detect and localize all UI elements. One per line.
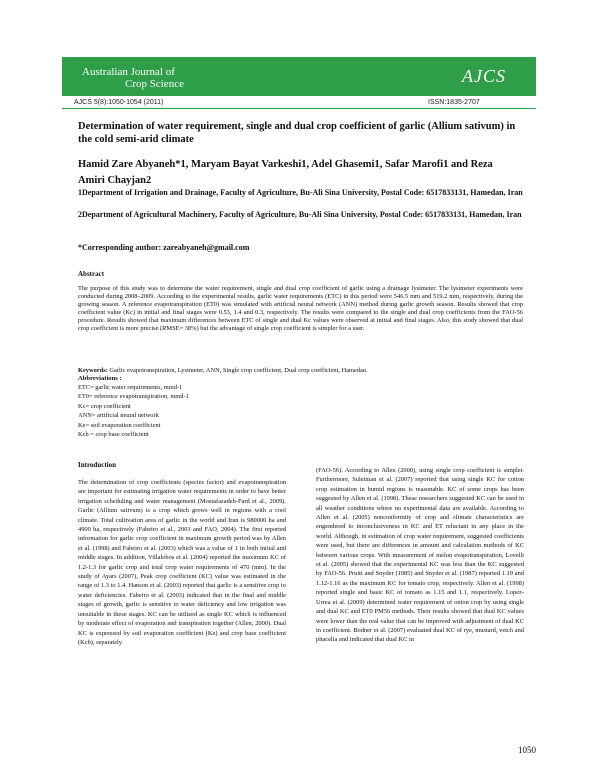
abstract-text: The purpose of this study was to determine the water requirement, single and dual crop coefficient of garlic using a drainage lysimeter. The lysimeter experiments were conducted during 2008–2009. According to the experimental results, garlic water requirements (ETC) in this period were 546.5 mm and 519.2 mm, respectively, during the growing season. A reference evapotranspiration (ET0) was simulated with artificial neural network (ANN) method during garlic growth season. Results showed that crop coefficient value (Kc) in initial and final stages were 0.53, 1.4 and 0.3, respectively. The results were compared to the single and dual crop coefficients from the FAO-56 procedure. Results showed that maximum differences between ETC of single and dual Kc values were observed at initial and final stages. Also, this study showed that dual crop coefficient is more precise (RMSE= 38%) but the advantage of single crop coefficient is simpler for a user. xyxy=(78,285,523,333)
article-authors: Hamid Zare Abyaneh*1, Maryam Bayat Varkeshi1, Adel Ghasemi1, Safar Marofi1 and Reza Amiri Chayjan2 xyxy=(78,159,493,186)
abbreviation-item: Kc= crop coefficient xyxy=(78,402,131,410)
abbreviation-item: ET0= reference evapotranspiration, mmd-1 xyxy=(78,393,189,401)
corresponding-author: *Corresponding author: zareabyaneh@gmail.com xyxy=(78,243,250,252)
header-rule xyxy=(62,108,536,109)
keywords xyxy=(78,367,523,375)
journal-name-line2: Crop Science xyxy=(125,78,184,90)
abbreviation-item: ANN= artificial neural network xyxy=(78,412,159,420)
page-number: 1050 xyxy=(518,745,536,755)
abbreviation-item: Ke= soil evaporation coefficient xyxy=(78,421,161,429)
journal-logo: AJCS xyxy=(462,66,506,86)
abbreviations-list xyxy=(78,383,189,439)
affiliation-2: 2Department of Agricultural Machinery, Faculty of Agriculture, Bu-Ali Sina University, Postal Code: 6517833131, Hamedan, Iran xyxy=(78,210,522,219)
article-title: Determination of water requirement, single and dual crop coefficient of garlic (Allium sativum) in the cold semi-arid climate xyxy=(78,121,516,145)
issn: ISSN:1835-2707 xyxy=(428,99,480,106)
abstract-heading: Abstract xyxy=(78,270,105,278)
keywords-text: Garlic evapotranspiration, Lysimeter, ANN, Single crop coefficient, Dual crop coefficient, Hamedan. xyxy=(107,367,368,374)
introduction-heading: Introduction xyxy=(78,461,116,469)
abbreviations-heading: Abbreviations : xyxy=(78,375,122,382)
affiliation-1: 1Department of Irrigation and Drainage, Faculty of Agriculture, Bu-Ali Sina University, Postal Code: 6517833131, Hamedan, Iran xyxy=(78,188,523,197)
introduction-column-2: (FAO-56). According to Allen (2000), using single crop coefficient is simpler. Furthermore, Suleiman et al. (2007) reported that using single KC for cotton crop estimation in humid regions is reasonable. KC of some crops has been suggested by Allen et al. (1998). These researchers suggested KC can be used in all weather conditions where no experimental data are available. According to Allen et al. (2005) nonconformity of crop and climate characteristics are engendered to inconclusiveness in KC and ET reluctant in any place in the world. Although, in estimation of crop water requirement, suggested coefficients were used, but there are differences in amount and calculation methods of KC between various crops. With measurement of melon evapotranspiration, Lovelli et al. (2005) showed that the experimental KC was less than the KC suggested by FAO-56. Pruitt and Snyder (1985) and Snyder et al. (1987) reported 1.19 and 1.12-1.16 as the maximum KC for tomato crop, respectively. Allen et al. (1998) reported single and basic KC of tomato as 1.15 and 1.1, respectively. Lopez-Urrea et al. (2009) determined water requirement of onion crop by using single and dual KC and ET0 PM56 methods. Their results showed that dual KC values were lower than the real value that can be improved with adjustment of dual KC in coefficient. Bodner et al. (2007) evaluated dual KC of rye, mustard, vetch and phacelia and indicated that dual KC in xyxy=(316,467,524,644)
journal-name-line1: Australian Journal of xyxy=(82,66,175,78)
journal-banner xyxy=(62,57,536,96)
abbreviation-item: ETC= garlic water requirements, mmd-1 xyxy=(78,384,183,391)
introduction-column-1: The determination of crop coefficients (species factor) and evapotranspiration are important for estimating irrigation water requirements in order to have better irrigation scheduling and water management (Mostafazadeh-Fard et al., 2009). Garlic (Allium sativum) is a crop which grows well in regions with a cool climate. Total cultivation area of garlic in the world and Iran is 980000 ha and 4900 ha, respectively (Fabeiro et al., 2003 and FAO, 2004). The first reported information for garlic crop coefficient in maximum growth period was by Allen et al. (1998) and Fabeiro et al. (2003) which was a value of 1 in both initial and middle stages. In addition, Villalobos et al. (2004) reported the maximum KC of 1.2-1.3 for garlic crop and total crop water requirements of 470 (mm). In the study of Ayars (2007), Peak crop coefficient (KC) value was estimated in the range of 1.3 to 1.4. Hanson et al. (2003) reported that garlic is a sensitive crop to water deficiencies. Fabeiro et al. (2003) indicated that in the final and middle stages of growth, garlic is sensitive to water deficiency and low irrigation was unsuitable in these stages. KC can be utilized as single KC which is influenced by moderate effect of evaporation and transpiration together (Allen, 2000). Dual KC is expressed by soil evaporation coefficient (Ke) and crop base coefficient (Kcb), separately xyxy=(78,479,286,646)
abbreviation-item: Kcb = crop base coefficient xyxy=(78,431,149,439)
citation: AJCS 5(8):1050-1054 (2011) xyxy=(74,99,164,106)
keywords-label: Keywords: xyxy=(78,367,108,374)
